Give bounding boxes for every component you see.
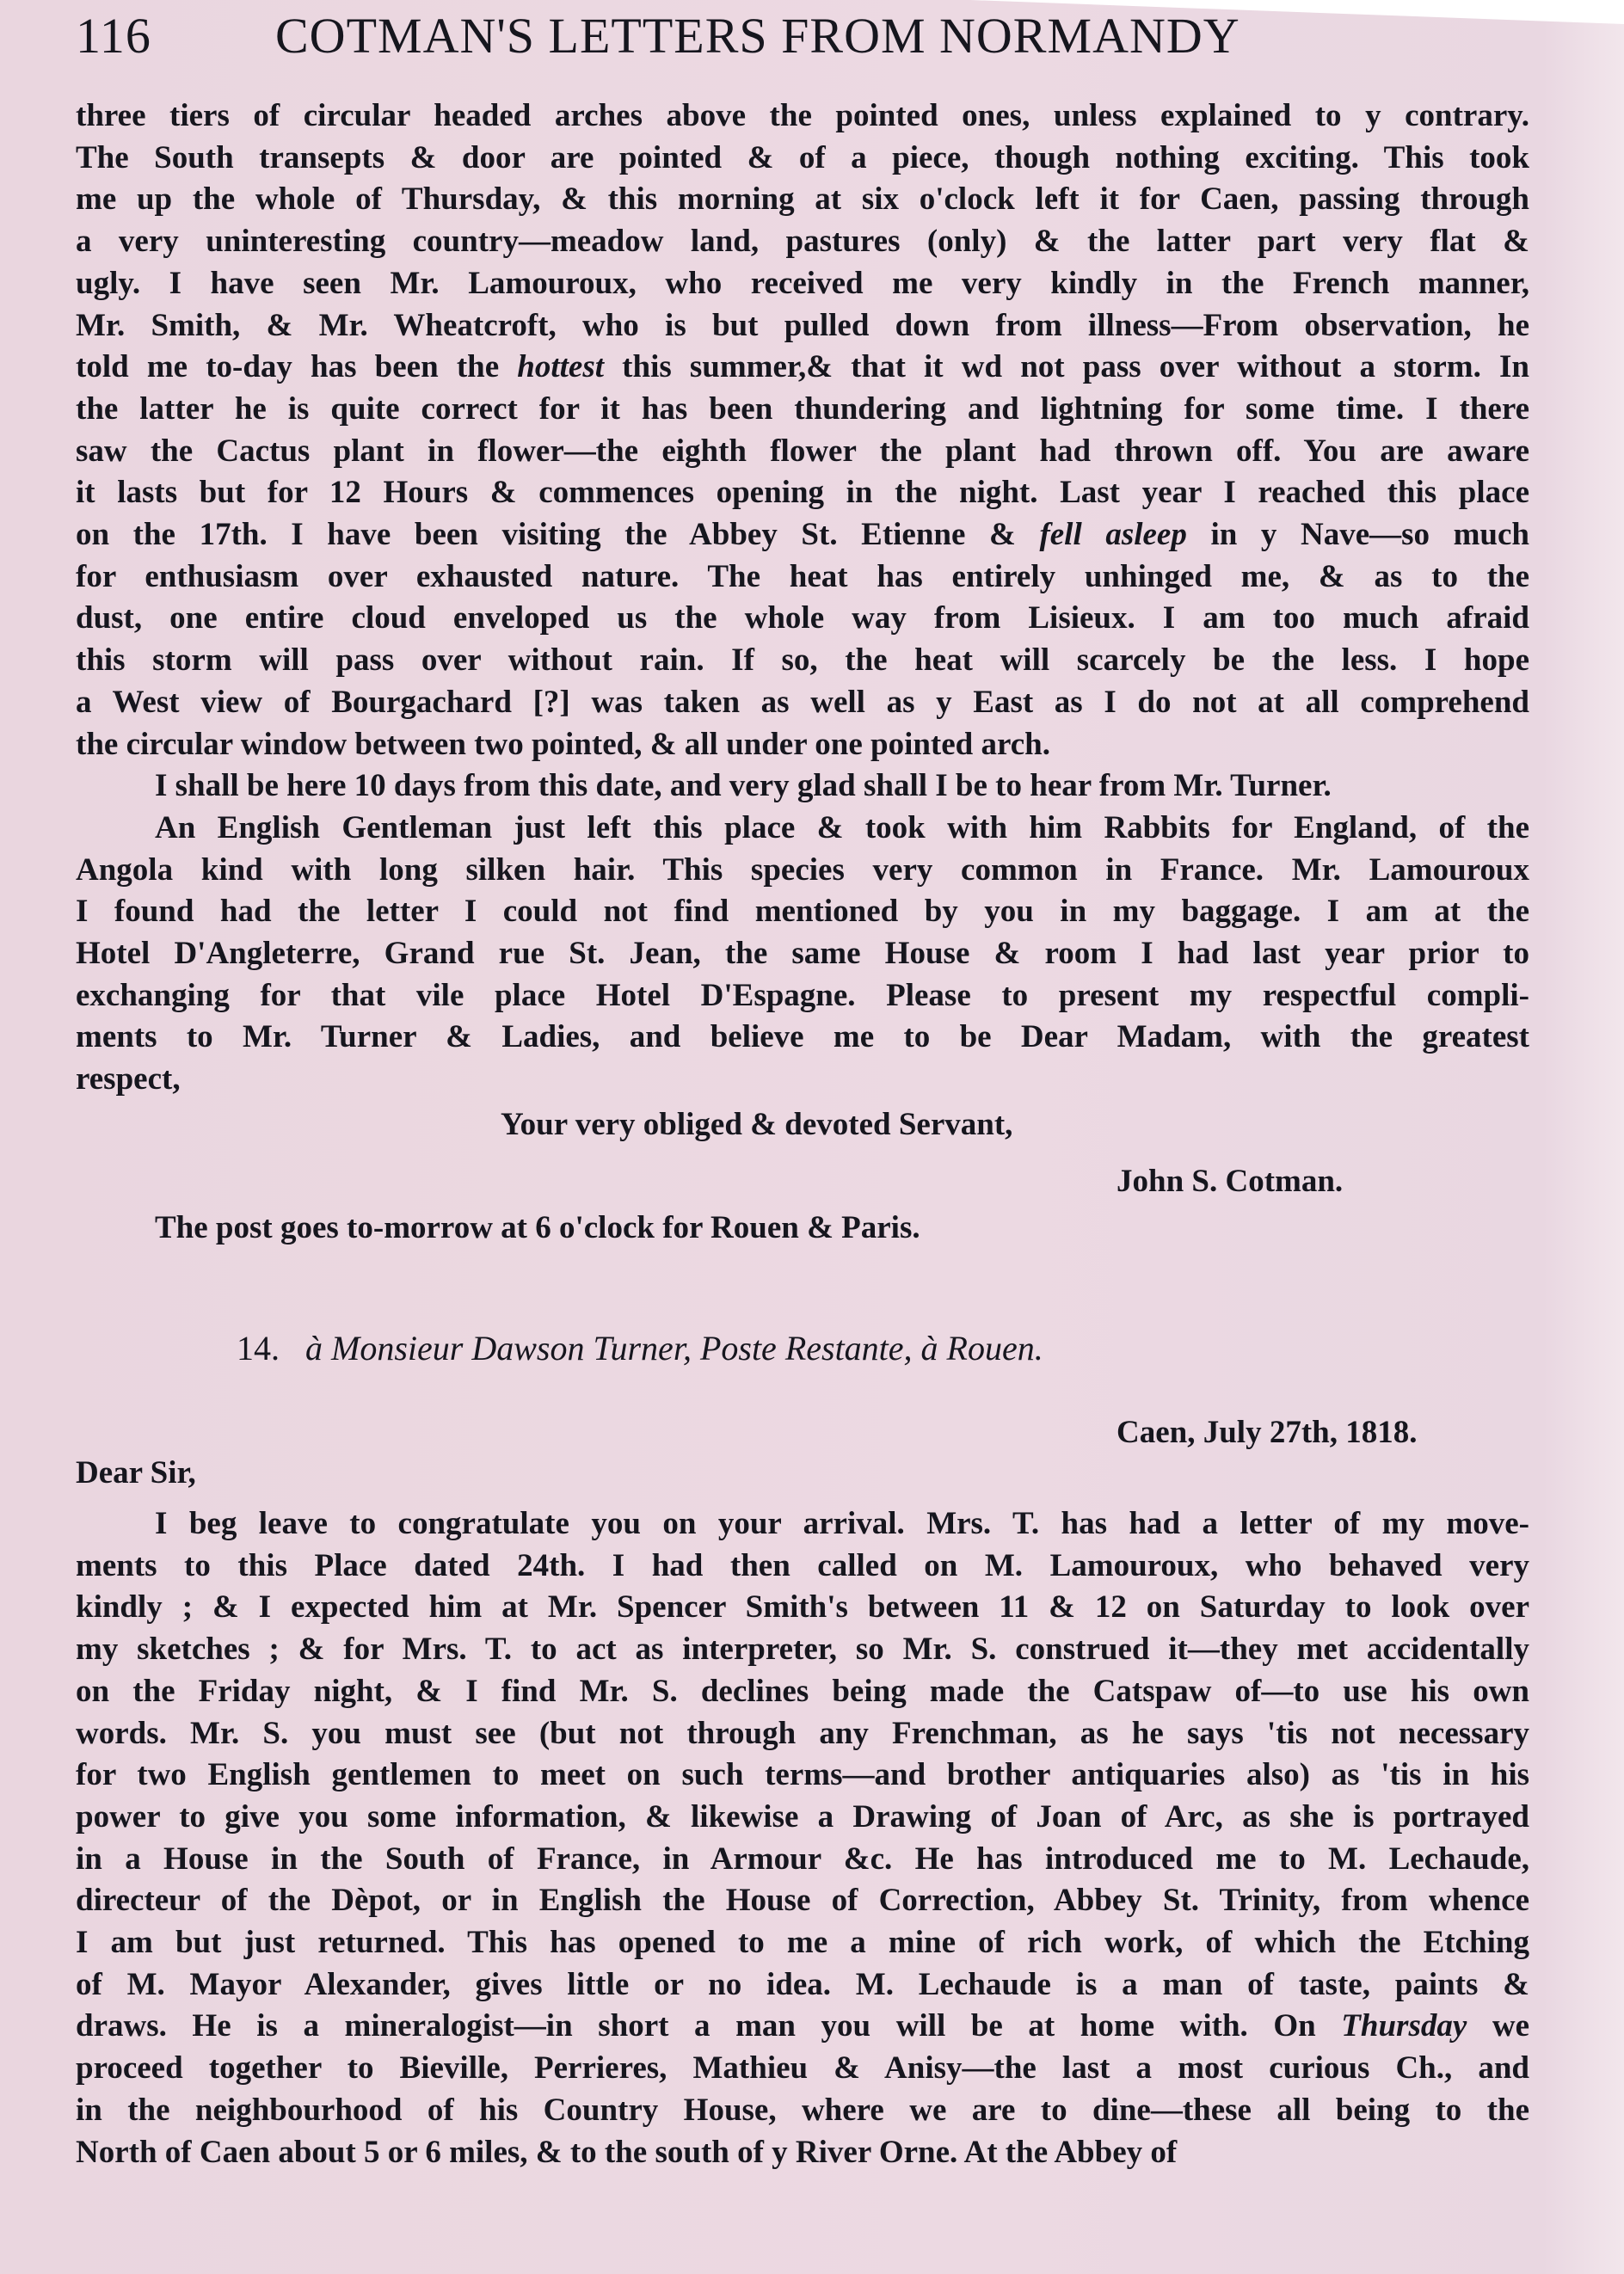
text-line	[76, 640, 1529, 681]
text-run: on the Friday night, & I find Mr. S. declines being made the Catspaw of—to use his own	[76, 1673, 1529, 1709]
text-run: for two English gentlemen to meet on such terms—and brother antiquaries also) as 'tis in his	[76, 1757, 1529, 1793]
text-line	[76, 891, 1529, 932]
text-line	[76, 1922, 1529, 1964]
text-line	[76, 1546, 1529, 1587]
page-number: 116	[76, 8, 151, 64]
text-line	[76, 1587, 1529, 1628]
text-line	[76, 1755, 1529, 1796]
text-run: respect,	[76, 1061, 181, 1097]
text-line	[76, 179, 1529, 220]
text-line	[76, 389, 1529, 430]
text-line	[76, 1880, 1529, 1921]
text-line	[76, 1797, 1529, 1838]
text-run: of M. Mayor Alexander, gives little or no idea. M. Lechaude is a man of taste, paints &	[76, 1966, 1529, 2002]
text-run: directeur of the Dèpot, or in English the House of Correction, Abbey St. Trinity, from whence	[76, 1883, 1529, 1919]
text-run: this summer,& that it wd not pass over without a storm. In	[604, 349, 1529, 385]
text-run: my sketches ; & for Mrs. T. to act as interpreter, so Mr. S. construed it—they met accidentally	[76, 1632, 1529, 1668]
text-run: three tiers of circular headed arches above the pointed ones, unless explained to y contrary.	[76, 98, 1529, 133]
text-run: I found had the letter I could not find mentioned by you in my baggage. I am at the	[76, 894, 1529, 930]
letter-heading	[237, 1324, 1043, 1373]
letter-closing: Your very obliged & devoted Servant,	[501, 1107, 1013, 1142]
text-run: I am but just returned. This has opened to me a mine of rich work, of which the Etching	[76, 1925, 1529, 1960]
text-run: ments to Mr. Turner & Ladies, and believe me to be Dear Madam, with the greatest	[76, 1019, 1529, 1055]
text-line	[76, 933, 1529, 974]
text-line	[76, 1671, 1529, 1712]
text-line	[76, 1713, 1529, 1755]
text-line	[76, 472, 1529, 513]
text-line	[76, 221, 1529, 262]
text-run: a West view of Bourgachard [?] was taken as well as y East as I do not at all comprehend	[76, 684, 1529, 720]
text-run: I shall be here 10 days from this date, and very glad shall I be to hear from Mr. Turner.	[155, 768, 1332, 804]
italic-text: fell asleep	[1039, 517, 1187, 552]
letter-postscript: The post goes to-morrow at 6 o'clock for Rouen & Paris.	[155, 1210, 920, 1245]
text-line	[76, 724, 1529, 765]
text-line	[76, 850, 1529, 891]
text-line	[76, 305, 1529, 347]
text-run: on the 17th. I have been visiting the Abbey St. Etienne &	[76, 517, 1040, 552]
text-line	[76, 1059, 1529, 1100]
text-run: draws. He is a mineralogist—in short a man you will be at home with. On	[76, 2008, 1342, 2044]
text-line	[155, 765, 1529, 807]
text-line	[76, 2132, 1529, 2173]
text-run: I beg leave to congratulate you on your arrival. Mrs. T. has had a letter of my move-	[155, 1506, 1529, 1541]
text-line	[76, 1964, 1529, 2006]
text-run: in a House in the South of France, in Armour &c. He has introduced me to M. Lechaude,	[76, 1841, 1529, 1877]
text-run: a very uninteresting country—meadow land, pastures (only) & the latter part very flat &	[76, 224, 1529, 260]
text-line	[155, 808, 1529, 849]
text-run: Mr. Smith, & Mr. Wheatcroft, who is but pulled down from illness—From observation, he	[76, 307, 1529, 343]
text-run: told me to-day has been the	[76, 349, 518, 385]
text-run: proceed together to Bieville, Perrieres, Mathieu & Anisy—the last a most curious Ch., and	[76, 2050, 1529, 2087]
text-run: Hotel D'Angleterre, Grand rue St. Jean, the same House & room I had last year prior to	[76, 936, 1529, 971]
text-line	[76, 556, 1529, 598]
text-run: the latter he is quite correct for it has been thundering and lightning for some time. I there	[76, 390, 1529, 427]
text-run: me up the whole of Thursday, & this morning at six o'clock left it for Caen, passing through	[76, 181, 1529, 218]
text-line	[76, 431, 1529, 472]
letter-salutation: Dear Sir,	[76, 1455, 196, 1490]
text-line	[76, 1629, 1529, 1670]
text-line	[76, 1017, 1529, 1058]
text-line	[76, 138, 1529, 179]
letter-signature: John S. Cotman.	[1116, 1164, 1344, 1199]
text-run: in the neighbourhood of his Country House, where we are to dine—these all being to the	[76, 2092, 1529, 2128]
text-line	[155, 1503, 1529, 1545]
text-run: dust, one entire cloud enveloped us the whole way from Lisieux. I am too much afraid	[76, 600, 1529, 636]
text-run: ments to this Place dated 24th. I had then called on M. Lamouroux, who behaved very	[76, 1547, 1529, 1583]
text-run: saw the Cactus plant in flower—the eighth flower the plant had thrown off. You are aware	[76, 433, 1529, 469]
text-line	[76, 682, 1529, 723]
italic-text: hottest	[517, 349, 605, 385]
text-line	[76, 514, 1529, 556]
text-run: exchanging for that vile place Hotel D'Espagne. Please to present my respectful compli-	[76, 977, 1529, 1013]
text-line	[76, 2006, 1529, 2047]
text-run: this storm will pass over without rain. If so, the heat will scarcely be the less. I hope	[76, 642, 1529, 679]
text-run: the circular window between two pointed, & all under one pointed arch.	[76, 726, 1050, 762]
text-line	[76, 95, 1529, 137]
text-line	[76, 2048, 1529, 2089]
text-run: ugly. I have seen Mr. Lamouroux, who received me very kindly in the French manner,	[76, 265, 1529, 301]
text-run: we	[1467, 2008, 1529, 2044]
text-run: power to give you some information, & likewise a Drawing of Joan of Arc, as she is portrayed	[76, 1798, 1529, 1835]
letter-address: à Monsieur Dawson Turner, Poste Restante, à Rouen.	[305, 1329, 1043, 1367]
text-run: in y Nave—so much	[1186, 517, 1529, 552]
text-run: The South transepts & door are pointed & of a piece, though nothing exciting. This took	[76, 139, 1529, 175]
text-run: for enthusiasm over exhausted nature. The heat has entirely unhinged me, & as to the	[76, 558, 1529, 594]
text-run: it lasts but for 12 Hours & commences opening in the night. Last year I reached this place	[76, 475, 1529, 511]
text-line	[76, 598, 1529, 639]
text-line	[76, 975, 1529, 1017]
text-run: Angola kind with long silken hair. This species very common in France. Mr. Lamouroux	[76, 851, 1529, 888]
text-run: words. Mr. S. you must see (but not through any Frenchman, as he says 'tis not necessary	[76, 1715, 1529, 1751]
letter-number: 14.	[237, 1329, 280, 1367]
text-run: kindly ; & I expected him at Mr. Spencer Smith's between 11 & 12 on Saturday to look over	[76, 1589, 1529, 1626]
text-run: North of Caen about 5 or 6 miles, & to the south of y River Orne. At the Abbey of	[76, 2134, 1178, 2170]
italic-text: Thursday	[1341, 2008, 1467, 2044]
text-line	[76, 347, 1529, 388]
letter-dateline: Caen, July 27th, 1818.	[1116, 1415, 1418, 1450]
text-run: An English Gentleman just left this place & took with him Rabbits for England, of the	[155, 809, 1529, 845]
text-line	[76, 1839, 1529, 1880]
text-line	[76, 263, 1529, 304]
running-title: COTMAN'S LETTERS FROM NORMANDY	[275, 8, 1240, 64]
text-line	[76, 2090, 1529, 2131]
